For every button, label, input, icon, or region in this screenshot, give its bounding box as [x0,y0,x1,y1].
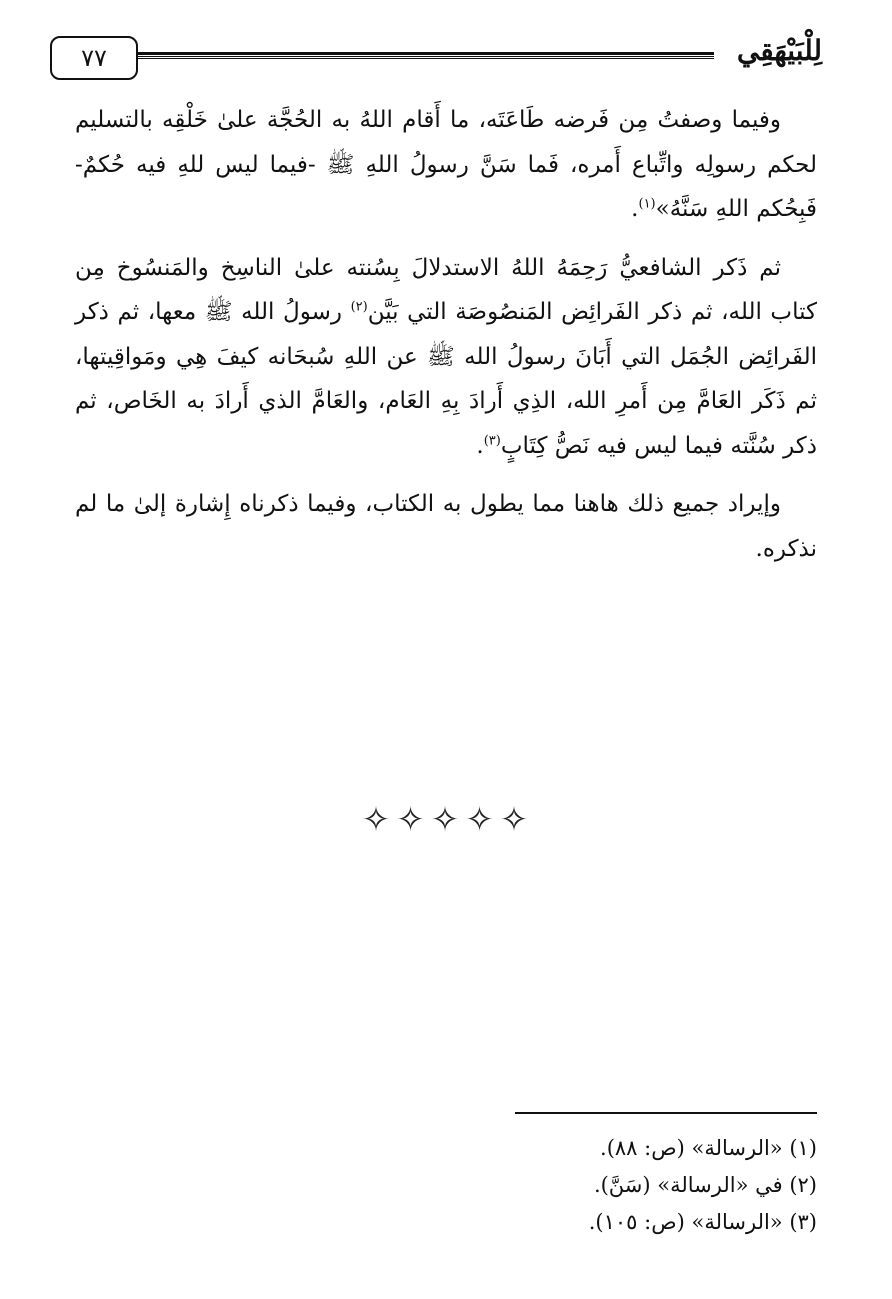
footnote-1: (١) «الرسالة» (ص: ٨٨). [600,1136,817,1160]
footnote-ref-1: (١) [638,196,656,212]
eight-point-star-outline-icon: ✧ [430,800,462,840]
footnote-ref-3: (٣) [483,432,501,448]
footnotes [317,1130,817,1241]
eight-point-star-outline-icon: ✧ [465,800,496,840]
eight-point-star-outline-icon: ✧ [499,800,531,840]
paragraph-2: ثم ذَكر الشافعيُّ رَحِمَهُ اللهُ الاستدلالَ بِسُنته علىٰ الناسِخ والمَنسُوخ مِن كتاب الله، ثم ذكر الفَرائِض المَنصُوصَة التي بَيَّن$^{(٢)}$ رسولُ الله ﷺ معها، ثم ذكر الفَرائِض الجُمَل التي أَبَانَ رسولُ الله ﷺ عن اللهِ سُبحَانه كيفَ هِي ومَواقِيتها، ثم ذَكَر العَامَّ مِن أَمرِ الله، الذِي أَرادَ بِهِ العَام، والعَامَّ الذي أَرادَ به الخَاص، ثم ذكر سُنَّته فيما ليس فيه نَصُّ كِتَابٍ$^{(٣)}$. [75,254,817,459]
footnote-ref-2: (٢) [350,299,368,315]
eight-point-star-outline-icon: ✧ [396,800,427,840]
page-header [40,30,822,90]
header-rule [128,52,714,59]
footnote-3: (٣) «الرسالة» (ص: ١٠٥). [588,1210,817,1234]
main-text [75,98,817,585]
section-divider-ornament [0,800,892,840]
page-number: ٧٧ [81,44,107,72]
page-number-badge [50,36,138,80]
paragraph-3: وإيراد جميع ذلك هاهنا مما يطول به الكتاب، وفيما ذكرناه إِشارة إلىٰ ما لم نذكره. [75,491,817,562]
running-title: لِلْبَيْهَقِي [736,34,822,67]
footnote-separator [515,1112,817,1114]
eight-point-star-outline-icon: ✧ [361,800,393,840]
footnote-2: (٢) في «الرسالة» (سَنَّ). [593,1173,817,1197]
paragraph-1: وفيما وصفتُ مِن فَرضه طَاعَتَه، ما أَقام اللهُ به الحُجَّة علىٰ خَلْقِه بالتسليم لحكم رسولِه واتِّباع أَمره، فَما سَنَّ رسولُ اللهِ ﷺ -فيما ليس للهِ فيه حُكمٌ- فَبِحُكم اللهِ سَنَّهُ»$^{(١)}$. [75,107,817,222]
